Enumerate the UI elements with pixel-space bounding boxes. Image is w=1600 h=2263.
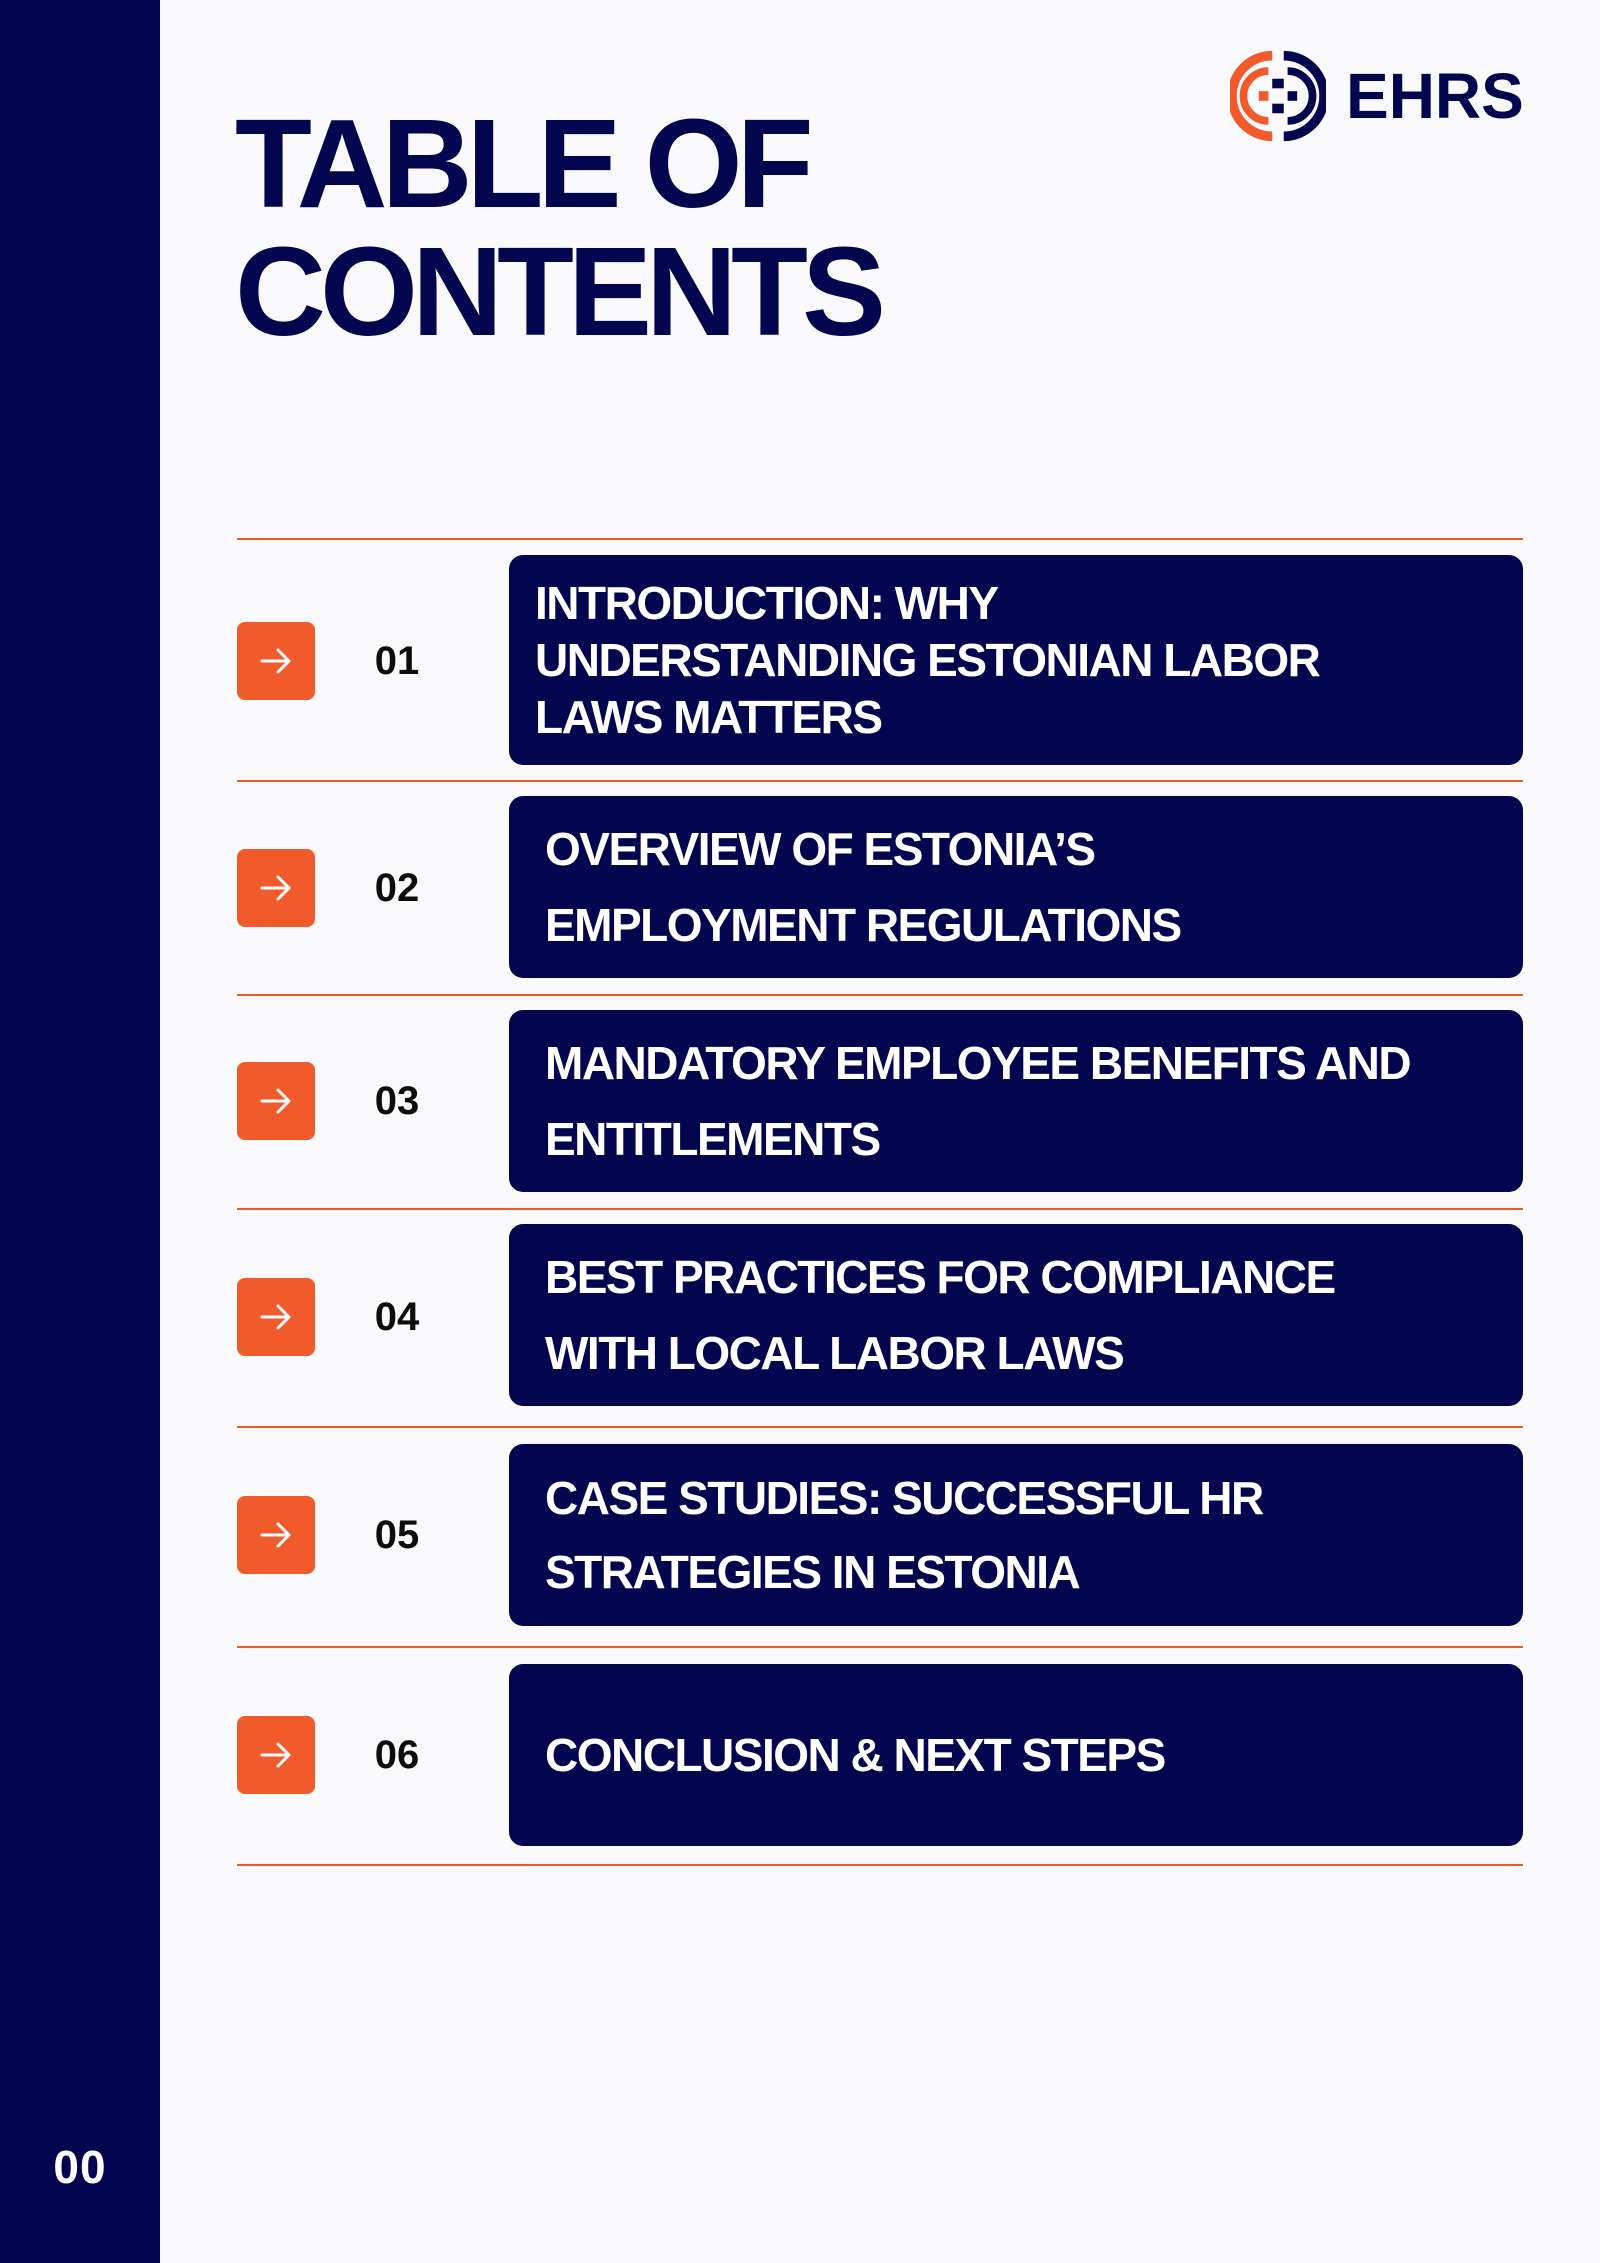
toc-item-title: BEST PRACTICES FOR COMPLIANCE WITH LOCAL LABOR LAWS: [545, 1251, 1335, 1379]
arrow-right-icon: [256, 868, 296, 908]
toc-arrow-button[interactable]: [237, 1062, 315, 1140]
toc-arrow-button[interactable]: [237, 849, 315, 927]
toc-item[interactable]: [237, 538, 1523, 780]
page-title-line-1: TABLE OF: [235, 93, 808, 234]
arrow-right-icon: [256, 641, 296, 681]
toc-item-title: CONCLUSION & NEXT STEPS: [545, 1729, 1165, 1781]
toc-item-title: MANDATORY EMPLOYEE BENEFITS AND ENTITLEMENTS: [545, 1037, 1411, 1165]
toc-item-number: 02: [374, 866, 420, 910]
toc-item[interactable]: [237, 1208, 1523, 1426]
ehrs-logo-mark-icon: [1230, 48, 1326, 144]
toc-arrow-button[interactable]: [237, 1496, 315, 1574]
toc-item-title: INTRODUCTION: WHY UNDERSTANDING ESTONIAN LABOR LAWS MATTERS: [535, 576, 1320, 743]
brand-logo: [1230, 46, 1524, 146]
toc-item-title-box[interactable]: [509, 1664, 1523, 1846]
toc-item-number: 03: [374, 1079, 420, 1123]
toc-list: [237, 538, 1523, 1866]
toc-item-number: 05: [374, 1513, 420, 1557]
page-title-line-2: CONTENTS: [235, 221, 880, 362]
toc-item-title-box[interactable]: [509, 555, 1523, 765]
toc-item-number: 01: [374, 639, 420, 683]
toc-item-title-box[interactable]: [509, 1444, 1523, 1626]
toc-item-title-box[interactable]: [509, 1224, 1523, 1406]
toc-item[interactable]: [237, 1646, 1523, 1866]
page-title: [235, 93, 880, 362]
toc-arrow-button[interactable]: [237, 1716, 315, 1794]
arrow-right-icon: [256, 1297, 296, 1337]
toc-item-title: OVERVIEW OF ESTONIA’S EMPLOYMENT REGULATIONS: [545, 823, 1181, 951]
brand-name: EHRS: [1346, 60, 1524, 132]
toc-item-title-box[interactable]: [509, 796, 1523, 978]
toc-item[interactable]: [237, 1426, 1523, 1646]
toc-item-number: 06: [374, 1733, 420, 1777]
toc-item[interactable]: [237, 994, 1523, 1208]
toc-item-number: 04: [374, 1295, 420, 1339]
sidebar: [0, 0, 160, 2263]
arrow-right-icon: [256, 1081, 296, 1121]
toc-arrow-button[interactable]: [237, 622, 315, 700]
toc-arrow-button[interactable]: [237, 1278, 315, 1356]
arrow-right-icon: [256, 1735, 296, 1775]
toc-item-title: CASE STUDIES: SUCCESSFUL HR STRATEGIES IN ESTONIA: [545, 1472, 1263, 1598]
toc-item-title-box[interactable]: [509, 1010, 1523, 1192]
page-number: 00: [53, 2141, 107, 2193]
toc-item[interactable]: [237, 780, 1523, 994]
arrow-right-icon: [256, 1515, 296, 1555]
